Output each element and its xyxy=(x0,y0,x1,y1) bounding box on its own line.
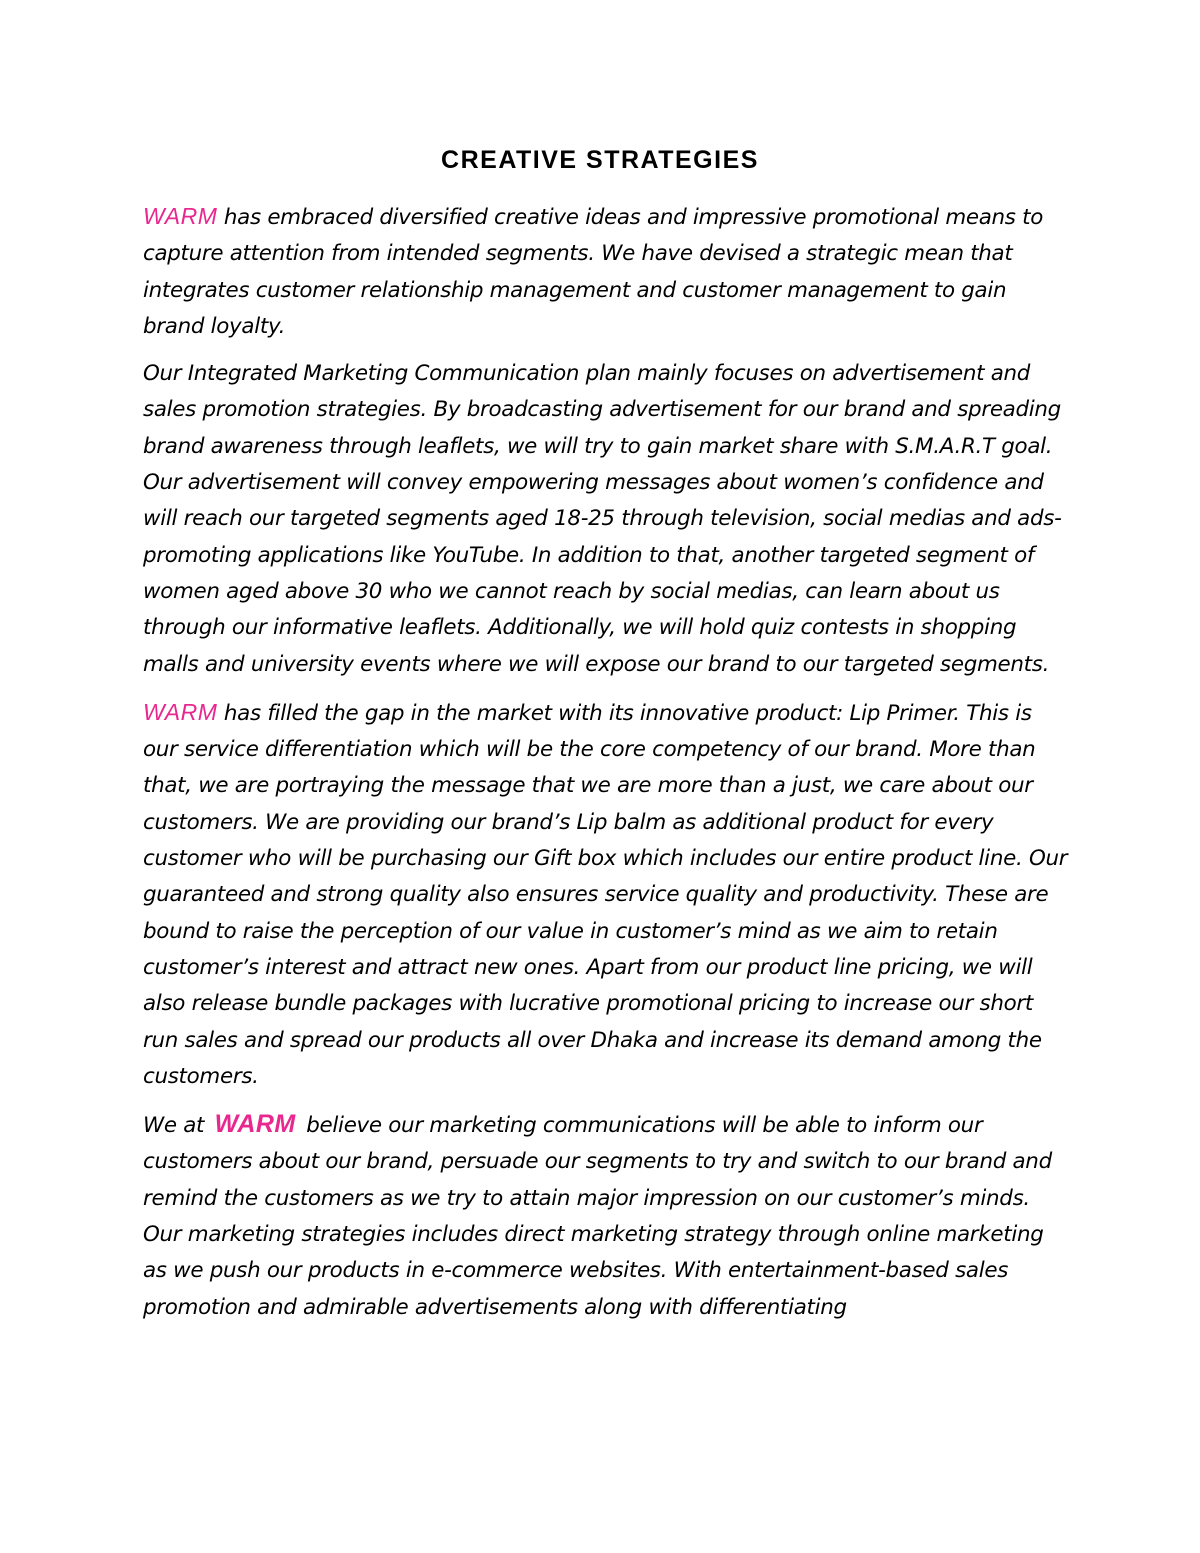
document-body xyxy=(143,198,1068,1337)
paragraph-3 xyxy=(143,694,1068,1095)
brand-name: WARM xyxy=(214,1110,296,1139)
paragraph-1-text: has embraced diversified creative ideas and impressive promotional means to capture attention from intended segments. We have devised a strategic mean that integrates customer relationship management and customer management to gain brand loyalty. xyxy=(143,205,1044,339)
paragraph-2-text: Our Integrated Marketing Communication plan mainly focuses on advertisement and sales promotion strategies. By broadcasting advertisement for our brand and spreading brand awareness through leaflets, we will try to gain market share with S.M.A.R.T goal. Our advertisement will convey empowering messages about women’s confidence and will reach our targeted segments aged 18-25 through television, social medias and ads-promoting applications like YouTube. In addition to that, another targeted segment of women aged above 30 who we cannot reach by social medias, can learn about us through our informative leaflets. Additionally, we will hold quiz contests in shopping malls and university events where we will expose our brand to our targeted segments. xyxy=(143,361,1062,677)
paragraph-4-text: believe our marketing communications will be able to inform our customers about our brand, persuade our segments to try and switch to our brand and remind the customers as we try to attain major impression on our customer’s minds. Our marketing strategies includes direct marketing strategy through online marketing as we push our products in e-commerce websites. With entertainment-based sales promotion and admirable advertisements along with differentiating xyxy=(143,1113,1052,1320)
paragraph-4-prefix: We at xyxy=(143,1113,211,1139)
paragraph-4 xyxy=(143,1106,1068,1326)
paragraph-1 xyxy=(143,198,1068,345)
brand-name: WARM xyxy=(143,698,218,725)
page-title: CREATIVE STRATEGIES xyxy=(441,146,759,174)
brand-name: WARM xyxy=(143,203,218,229)
paragraph-2 xyxy=(143,356,1068,683)
paragraph-3-text: has filled the gap in the market with its innovative product: Lip Primer. This is our service differentiation which will be the core competency of our brand. More than that, we are portraying the message that we are more than a just, we care about our customers. We are providing our brand’s Lip balm as additional product for every customer who will be purchasing our Gift box which includes our entire product line. Our guaranteed and strong quality also ensures service quality and productivity. These are bound to raise the perception of our value in customer’s mind as we aim to retain customer’s interest and attract new ones. Apart from our product line pricing, we will also release bundle packages with lucrative promotional pricing to increase our short run sales and spread our products all over Dhaka and increase its demand among the customers. xyxy=(143,700,1068,1089)
